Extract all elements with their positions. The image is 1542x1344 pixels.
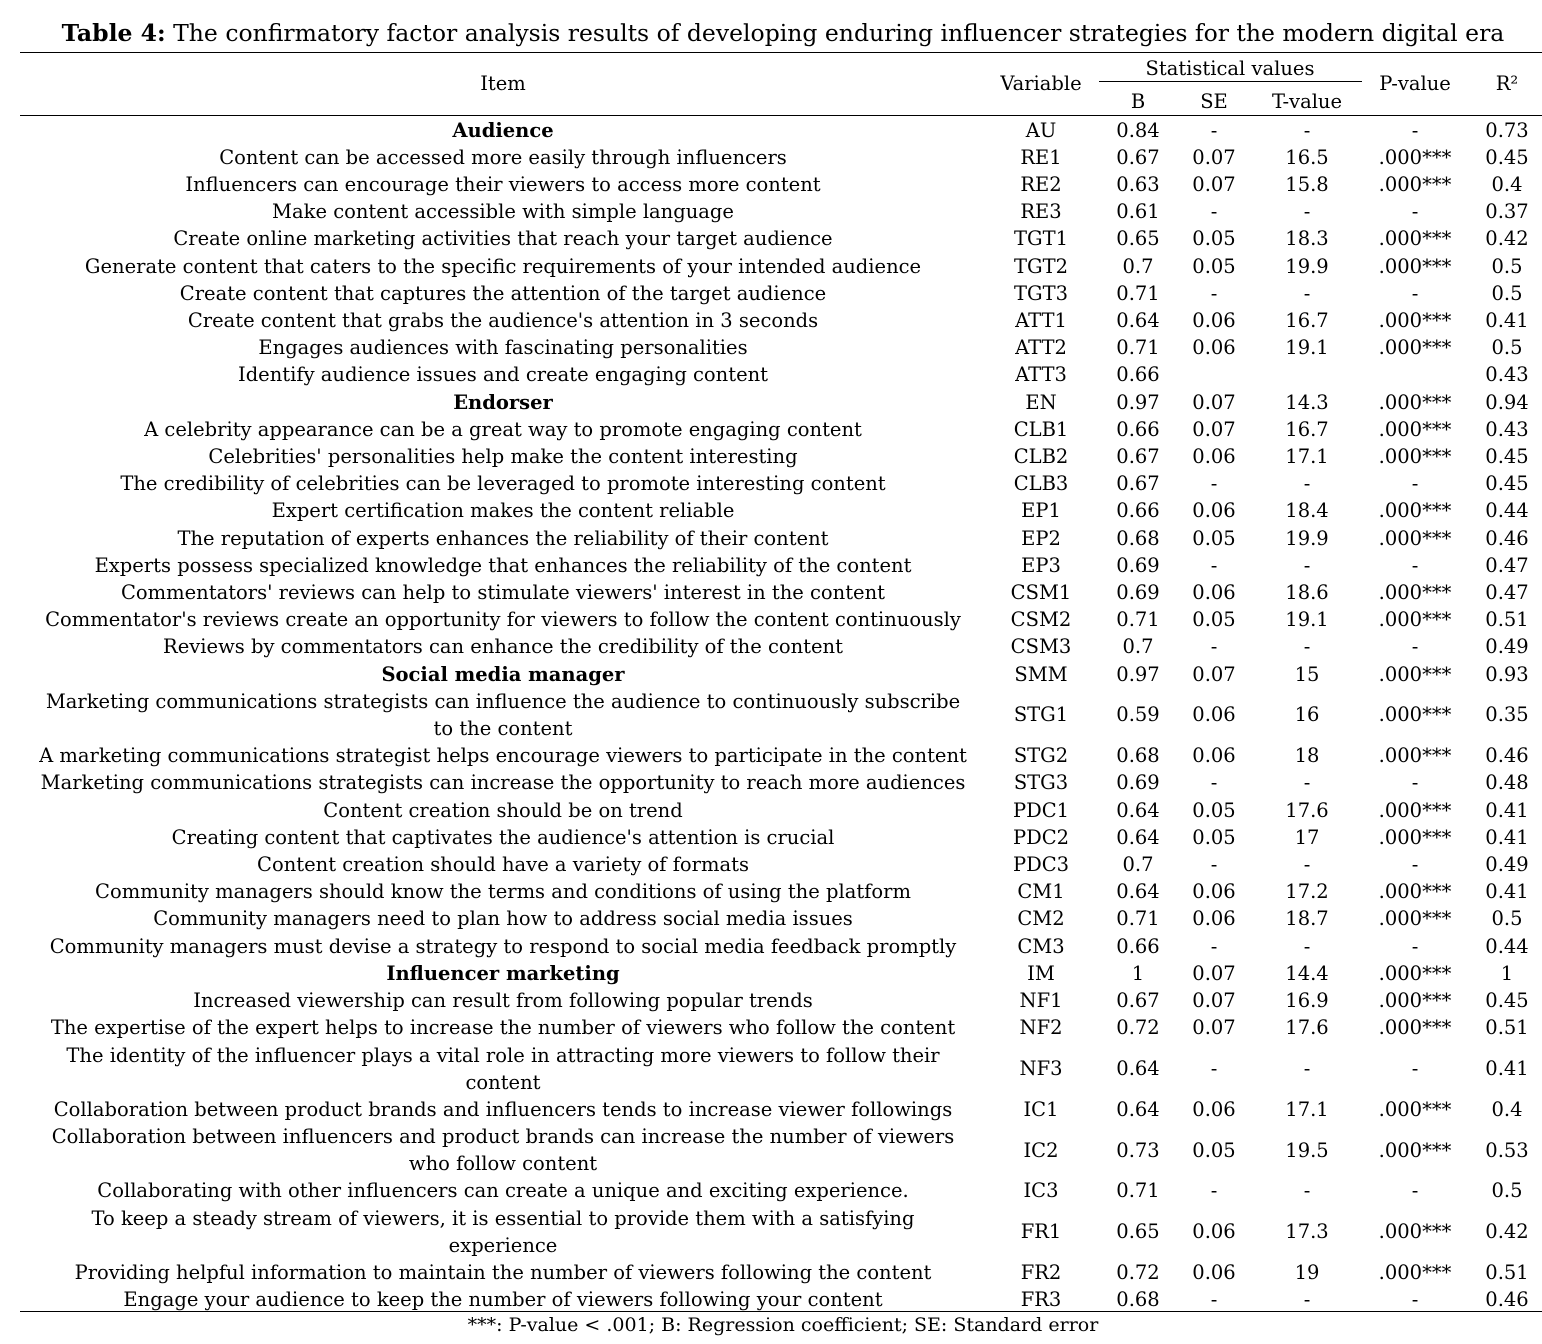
cell-item: Increased viewership can result from following popular trends (193, 989, 813, 1012)
cell-b: 0.7 (1122, 853, 1154, 876)
cell-r-squared: 0.5 (1491, 281, 1523, 305)
cell-r-squared: 0.73 (1485, 118, 1529, 142)
cell-t-value: 18.4 (1285, 499, 1329, 523)
cell-se: - (1210, 635, 1218, 659)
cell-item: Engage your audience to keep the number of viewers following your content (123, 1288, 883, 1312)
cell-r-squared: 0.46 (1485, 1288, 1529, 1312)
cell-p-value: .000*** (1378, 608, 1452, 632)
cell-item: Celebrities' personalities help make the content interesting (208, 445, 798, 468)
cell-r-squared: 0.49 (1485, 853, 1529, 876)
cell-t-value: 16 (1294, 703, 1320, 727)
cell-t-value: 18.6 (1285, 581, 1329, 604)
cell-variable: CSM3 (1010, 635, 1072, 659)
cell-b: 0.64 (1116, 880, 1160, 904)
cell-item: The reputation of experts enhances the reliability of their content (177, 526, 829, 550)
cell-r-squared: 0.48 (1485, 771, 1529, 795)
cell-p-value: .000*** (1378, 825, 1452, 849)
cell-p-value: .000*** (1378, 417, 1452, 441)
cell-r-squared: 0.45 (1485, 445, 1529, 468)
table-caption-label: Table 4: (61, 19, 166, 47)
cell-p-value: .000*** (1378, 499, 1452, 523)
cell-p-value: - (1411, 934, 1419, 958)
cell-b: 0.71 (1116, 336, 1160, 360)
cell-se: 0.07 (1192, 173, 1236, 196)
cell-b: 0.71 (1116, 281, 1160, 305)
cell-r-squared: 0.41 (1485, 798, 1529, 822)
cell-se: 0.07 (1192, 989, 1236, 1012)
cell-item: Identify audience issues and create engaging content (237, 363, 769, 387)
cell-se: - (1210, 553, 1218, 577)
cell-b: 1 (1131, 961, 1145, 985)
cell-b: 0.61 (1116, 200, 1160, 224)
cell-variable: IC1 (1023, 1097, 1059, 1121)
cell-se: 0.05 (1192, 254, 1236, 278)
cell-se: 0.06 (1192, 336, 1236, 360)
cell-item: Content creation should be on trend (323, 798, 683, 822)
cell-se: - (1210, 1179, 1218, 1203)
cell-se: - (1210, 472, 1218, 496)
cell-t-value: 19.9 (1285, 254, 1329, 278)
cell-se: 0.05 (1192, 608, 1236, 632)
cell-item: Commentator's reviews create an opportunity for viewers to follow the content continuously (45, 608, 961, 632)
cell-b: 0.68 (1116, 526, 1160, 550)
cell-se: - (1210, 118, 1218, 142)
cell-t-value: 16.5 (1285, 145, 1329, 169)
header-r-squared: R² (1495, 72, 1519, 95)
cell-b: 0.66 (1116, 499, 1160, 523)
cell-item: Create content that grabs the audience's attention in 3 seconds (187, 309, 819, 332)
cell-t-value: 15 (1294, 662, 1320, 686)
cell-b: 0.69 (1116, 553, 1160, 577)
cell-t-value: 17.2 (1285, 880, 1329, 904)
cell-se: - (1210, 853, 1218, 876)
cell-variable: CM2 (1017, 907, 1065, 931)
header-bottom-rule (20, 115, 1542, 116)
cell-se: 0.06 (1192, 1261, 1236, 1284)
cell-variable: IC3 (1023, 1179, 1059, 1203)
cell-b: 0.67 (1116, 989, 1160, 1012)
cell-variable: PDC1 (1012, 798, 1070, 822)
cell-variable: EP2 (1021, 526, 1061, 550)
cell-r-squared: 0.46 (1485, 744, 1529, 768)
cell-t-value: 18.3 (1285, 227, 1329, 251)
cell-p-value: .000*** (1378, 1220, 1452, 1244)
cell-item: Community managers must devise a strategy to respond to social media feedback promptly (49, 934, 957, 958)
cell-item: Marketing communications strategists can increase the opportunity to reach more audiences (40, 771, 966, 795)
cell-item: Community managers should know the terms and conditions of using the platform (95, 880, 911, 904)
cell-p-value: .000*** (1378, 336, 1452, 360)
cell-p-value: - (1411, 1179, 1419, 1203)
cell-r-squared: 0.47 (1485, 581, 1529, 604)
cell-se: 0.06 (1192, 445, 1236, 468)
cell-r-squared: 0.45 (1485, 472, 1529, 496)
cell-p-value: .000*** (1378, 703, 1452, 727)
cell-p-value: .000*** (1378, 145, 1452, 169)
cell-se: 0.07 (1192, 1016, 1236, 1040)
cell-t-value: 18 (1294, 744, 1320, 768)
cell-b: 0.97 (1116, 390, 1160, 414)
cell-p-value: .000*** (1378, 581, 1452, 604)
cell-t-value: - (1303, 1179, 1311, 1203)
cell-p-value: .000*** (1378, 445, 1452, 468)
cell-b: 0.66 (1116, 417, 1160, 441)
cell-r-squared: 0.43 (1485, 417, 1529, 441)
cell-variable: TGT1 (1014, 227, 1068, 251)
cell-p-value: - (1411, 853, 1419, 876)
cell-variable: EP3 (1021, 553, 1061, 577)
cell-p-value: .000*** (1378, 309, 1452, 332)
cell-t-value: 17 (1294, 825, 1320, 849)
cell-r-squared: 0.41 (1485, 825, 1529, 849)
cell-variable: ATT3 (1015, 363, 1067, 387)
cell-variable: STG1 (1013, 703, 1069, 727)
cell-t-value: 17.3 (1285, 1220, 1329, 1244)
cell-r-squared: 0.51 (1485, 1016, 1529, 1040)
cell-b: 0.66 (1116, 934, 1160, 958)
cell-p-value: .000*** (1378, 798, 1452, 822)
cell-t-value: 17.1 (1285, 445, 1329, 468)
cell-p-value: - (1411, 771, 1419, 795)
cell-p-value: .000*** (1378, 880, 1452, 904)
cell-r-squared: 0.4 (1491, 1097, 1523, 1121)
cell-b: 0.69 (1116, 771, 1160, 795)
cell-p-value: .000*** (1378, 907, 1452, 931)
cell-b: 0.84 (1116, 118, 1160, 142)
cell-p-value: .000*** (1378, 254, 1452, 278)
cell-variable: CM1 (1017, 880, 1065, 904)
cell-t-value: - (1303, 1057, 1311, 1080)
cell-item: The identity of the influencer plays a vital role in attracting more viewers to follow their content (66, 1043, 940, 1094)
cell-variable: CSM2 (1010, 608, 1072, 632)
cell-item: Engages audiences with fascinating personalities (258, 336, 748, 360)
cell-p-value: .000*** (1378, 961, 1452, 985)
cell-p-value: .000*** (1378, 526, 1452, 550)
cell-se: - (1210, 200, 1218, 224)
cell-t-value: 16.7 (1285, 417, 1329, 441)
cell-se: 0.05 (1192, 825, 1236, 849)
cell-b: 0.64 (1116, 1057, 1160, 1080)
cell-b: 0.68 (1116, 744, 1160, 768)
cell-r-squared: 0.44 (1485, 934, 1529, 958)
cell-b: 0.64 (1116, 309, 1160, 332)
cell-se: 0.06 (1192, 1220, 1236, 1244)
cell-variable: NF2 (1019, 1016, 1063, 1040)
cell-variable: CSM1 (1010, 581, 1072, 604)
cell-se: 0.07 (1192, 145, 1236, 169)
header-se: SE (1200, 90, 1228, 113)
cell-variable: TGT2 (1014, 254, 1068, 278)
cell-p-value: - (1411, 200, 1419, 224)
cell-se: 0.07 (1192, 417, 1236, 441)
cell-p-value: - (1411, 281, 1419, 305)
cell-r-squared: 0.53 (1485, 1138, 1529, 1162)
table-caption (0, 18, 1542, 48)
cell-b: 0.64 (1116, 798, 1160, 822)
cell-item: Create content that captures the attention of the target audience (179, 281, 827, 305)
table-footnote: ***: P-value < .001; B: Regression coefficient; SE: Standard error (467, 1314, 1099, 1336)
cell-t-value: - (1303, 553, 1311, 577)
cell-b: 0.64 (1116, 1097, 1160, 1121)
cell-t-value: - (1303, 1288, 1311, 1312)
cell-se: - (1210, 281, 1218, 305)
cell-item: Providing helpful information to maintain the number of viewers following the content (74, 1261, 932, 1284)
cell-p-value: .000*** (1378, 1097, 1452, 1121)
cell-se: 0.05 (1192, 526, 1236, 550)
cell-item: Endorser (453, 390, 553, 414)
cell-t-value: - (1303, 771, 1311, 795)
cell-variable: CLB2 (1013, 445, 1069, 468)
cell-se: 0.06 (1192, 907, 1236, 931)
cell-variable: FR3 (1020, 1288, 1062, 1312)
cell-item: The expertise of the expert helps to increase the number of viewers who follow the content (50, 1016, 956, 1040)
cell-t-value: - (1303, 635, 1311, 659)
cell-item: Experts possess specialized knowledge that enhances the reliability of the content (94, 553, 912, 577)
cell-se: - (1210, 771, 1218, 795)
cell-r-squared: 0.47 (1485, 553, 1529, 577)
cell-t-value: - (1303, 934, 1311, 958)
cell-variable: CLB1 (1013, 417, 1069, 441)
cell-variable: PDC2 (1012, 825, 1070, 849)
header-p-value: P-value (1379, 72, 1451, 95)
cell-r-squared: 0.93 (1485, 662, 1529, 686)
cell-b: 0.63 (1116, 173, 1160, 196)
cell-se: - (1210, 934, 1218, 958)
cell-p-value: .000*** (1378, 1016, 1452, 1040)
header-b: B (1130, 90, 1146, 113)
cell-p-value: - (1411, 553, 1419, 577)
header-t-value: T-value (1271, 90, 1343, 113)
cell-variable: CM3 (1017, 934, 1065, 958)
cell-variable: IM (1027, 961, 1055, 985)
cell-se: 0.05 (1192, 798, 1236, 822)
cell-variable: NF1 (1019, 989, 1063, 1012)
cell-variable: TGT3 (1014, 281, 1068, 305)
cell-b: 0.97 (1116, 662, 1160, 686)
cell-b: 0.73 (1116, 1138, 1160, 1162)
cell-variable: STG3 (1013, 771, 1069, 795)
cell-p-value: - (1411, 1288, 1419, 1312)
cell-b: 0.66 (1116, 363, 1160, 387)
cell-se: 0.06 (1192, 581, 1236, 604)
cell-t-value: 16.9 (1285, 989, 1329, 1012)
cell-t-value: 19.1 (1285, 336, 1329, 360)
cell-p-value: - (1411, 472, 1419, 496)
cell-p-value: .000*** (1378, 1261, 1452, 1284)
cell-r-squared: 0.43 (1485, 363, 1529, 387)
cell-item: The credibility of celebrities can be leveraged to promote interesting content (120, 472, 886, 496)
cell-b: 0.69 (1116, 581, 1160, 604)
cell-t-value: 17.1 (1285, 1097, 1329, 1121)
cell-se: 0.06 (1192, 744, 1236, 768)
cell-item: To keep a steady stream of viewers, it is essential to provide them with a satisfying experience (91, 1207, 915, 1257)
cell-t-value: - (1303, 472, 1311, 496)
cell-se: 0.06 (1192, 309, 1236, 332)
cell-se: 0.06 (1192, 499, 1236, 523)
cell-r-squared: 0.5 (1491, 336, 1523, 360)
cell-se: 0.07 (1192, 662, 1236, 686)
cell-item: Reviews by commentators can enhance the credibility of the content (163, 635, 843, 659)
cell-item: Social media manager (381, 662, 625, 686)
cell-variable: PDC3 (1012, 853, 1070, 876)
cell-item: A celebrity appearance can be a great way to promote engaging content (144, 417, 862, 441)
cell-item: A marketing communications strategist helps encourage viewers to participate in the content (39, 744, 967, 768)
header-variable: Variable (1000, 72, 1082, 95)
cell-b: 0.71 (1116, 907, 1160, 931)
cell-variable: NF3 (1019, 1057, 1063, 1080)
cell-item: Audience (452, 118, 554, 142)
cell-t-value: - (1303, 281, 1311, 305)
cell-r-squared: 0.44 (1485, 499, 1529, 523)
cell-r-squared: 0.45 (1485, 145, 1529, 169)
cell-r-squared: 0.37 (1485, 200, 1529, 224)
cell-se: 0.06 (1192, 703, 1236, 727)
cell-variable: IC2 (1023, 1138, 1059, 1162)
cell-t-value: 19.1 (1285, 608, 1329, 632)
table-caption-text: The confirmatory factor analysis results of developing enduring influencer strategies for the modern digital era (165, 19, 1505, 47)
cell-b: 0.67 (1116, 445, 1160, 468)
header-item: Item (480, 72, 526, 95)
cell-t-value: 19.5 (1285, 1138, 1329, 1162)
cell-se: - (1210, 1057, 1218, 1080)
cell-p-value: - (1411, 635, 1419, 659)
cell-t-value: - (1303, 118, 1311, 142)
cell-p-value: .000*** (1378, 390, 1452, 414)
cell-r-squared: 1 (1500, 961, 1514, 985)
cell-b: 0.67 (1116, 472, 1160, 496)
cell-se: - (1210, 1288, 1218, 1312)
cell-item: Collaboration between influencers and product brands can increase the number of viewers who follow content (51, 1125, 955, 1176)
cell-b: 0.64 (1116, 825, 1160, 849)
cell-p-value: .000*** (1378, 989, 1452, 1012)
cell-t-value: 17.6 (1285, 1016, 1329, 1040)
cell-item: Influencers can encourage their viewers to access more content (185, 173, 821, 196)
cell-item: Collaboration between product brands and influencers tends to increase viewer followings (53, 1097, 953, 1121)
cell-p-value: .000*** (1378, 173, 1452, 196)
cell-b: 0.65 (1116, 1220, 1160, 1244)
cell-item: Community managers need to plan how to address social media issues (153, 907, 853, 931)
cell-t-value: - (1303, 200, 1311, 224)
cell-se: 0.05 (1192, 227, 1236, 251)
cell-p-value: - (1411, 118, 1419, 142)
cell-b: 0.72 (1116, 1261, 1160, 1284)
cell-t-value: 14.4 (1285, 961, 1329, 985)
cell-p-value: .000*** (1378, 744, 1452, 768)
cell-r-squared: 0.51 (1485, 1261, 1529, 1284)
cell-variable: RE1 (1020, 145, 1062, 169)
cell-r-squared: 0.5 (1491, 254, 1523, 278)
cell-t-value: - (1303, 853, 1311, 876)
cell-b: 0.67 (1116, 145, 1160, 169)
cell-variable: FR2 (1020, 1261, 1062, 1284)
cell-b: 0.71 (1116, 1179, 1160, 1203)
table-bottom-rule (20, 1311, 1542, 1312)
cell-b: 0.59 (1116, 703, 1160, 727)
cell-se: 0.07 (1192, 390, 1236, 414)
cell-variable: EN (1025, 390, 1057, 414)
cell-r-squared: 0.5 (1491, 907, 1523, 931)
cell-t-value: 16.7 (1285, 309, 1329, 332)
cell-r-squared: 0.49 (1485, 635, 1529, 659)
cell-se: 0.06 (1192, 1097, 1236, 1121)
cell-r-squared: 0.41 (1485, 880, 1529, 904)
cell-item: Marketing communications strategists can influence the audience to continuously subscribe to the content (45, 690, 961, 741)
header-statistical-values: Statistical values (1145, 57, 1315, 80)
cell-variable: RE2 (1020, 173, 1062, 196)
table-top-rule (20, 52, 1542, 53)
cell-r-squared: 0.41 (1485, 309, 1529, 332)
cell-variable: FR1 (1020, 1220, 1062, 1244)
cell-item: Expert certification makes the content reliable (271, 499, 735, 523)
cell-r-squared: 0.42 (1485, 1220, 1529, 1244)
cell-item: Generate content that caters to the specific requirements of your intended audience (84, 254, 922, 278)
cell-se: 0.07 (1192, 961, 1236, 985)
cell-item: Content creation should have a variety of formats (257, 853, 749, 876)
cell-r-squared: 0.45 (1485, 989, 1529, 1012)
cell-variable: CLB3 (1013, 472, 1069, 496)
cell-se: 0.06 (1192, 880, 1236, 904)
cell-r-squared: 0.41 (1485, 1057, 1529, 1080)
cell-r-squared: 0.46 (1485, 526, 1529, 550)
cell-p-value: .000*** (1378, 1138, 1452, 1162)
cell-b: 0.71 (1116, 608, 1160, 632)
cell-item: Collaborating with other influencers can create a unique and exciting experience. (97, 1179, 909, 1203)
cell-t-value: 19 (1294, 1261, 1320, 1284)
cell-b: 0.72 (1116, 1016, 1160, 1040)
cell-b: 0.7 (1122, 635, 1154, 659)
cell-p-value: .000*** (1378, 227, 1452, 251)
cell-item: Make content accessible with simple language (272, 200, 734, 224)
cell-item: Creating content that captivates the audience's attention is crucial (171, 825, 835, 849)
cell-p-value: .000*** (1378, 662, 1452, 686)
cell-t-value: 18.7 (1285, 907, 1329, 931)
cell-t-value: 15.8 (1285, 173, 1329, 196)
cell-r-squared: 0.51 (1485, 608, 1529, 632)
cell-variable: RE3 (1020, 200, 1062, 224)
cell-se: 0.05 (1192, 1138, 1236, 1162)
cell-item: Influencer marketing (386, 961, 620, 985)
cell-variable: STG2 (1013, 744, 1069, 768)
cell-r-squared: 0.35 (1485, 703, 1529, 727)
cell-variable: EP1 (1021, 499, 1061, 523)
cell-t-value: 14.3 (1285, 390, 1329, 414)
cell-item: Commentators' reviews can help to stimulate viewers' interest in the content (121, 581, 885, 604)
cell-variable: ATT1 (1015, 309, 1067, 332)
cell-t-value: 19.9 (1285, 526, 1329, 550)
statistical-values-rule (1099, 81, 1362, 82)
cell-r-squared: 0.42 (1485, 227, 1529, 251)
cell-variable: ATT2 (1015, 336, 1067, 360)
cell-variable: SMM (1014, 662, 1068, 686)
cell-item: Content can be accessed more easily through influencers (219, 145, 787, 169)
cell-b: 0.68 (1116, 1288, 1160, 1312)
cell-item: Create online marketing activities that reach your target audience (173, 227, 833, 251)
cell-variable: AU (1025, 118, 1057, 142)
cell-p-value: - (1411, 1057, 1419, 1080)
cell-b: 0.65 (1116, 227, 1160, 251)
cell-b: 0.7 (1122, 254, 1154, 278)
cell-r-squared: 0.94 (1485, 390, 1529, 414)
cell-r-squared: 0.5 (1491, 1179, 1523, 1203)
cell-r-squared: 0.4 (1491, 173, 1523, 196)
cell-t-value: 17.6 (1285, 798, 1329, 822)
